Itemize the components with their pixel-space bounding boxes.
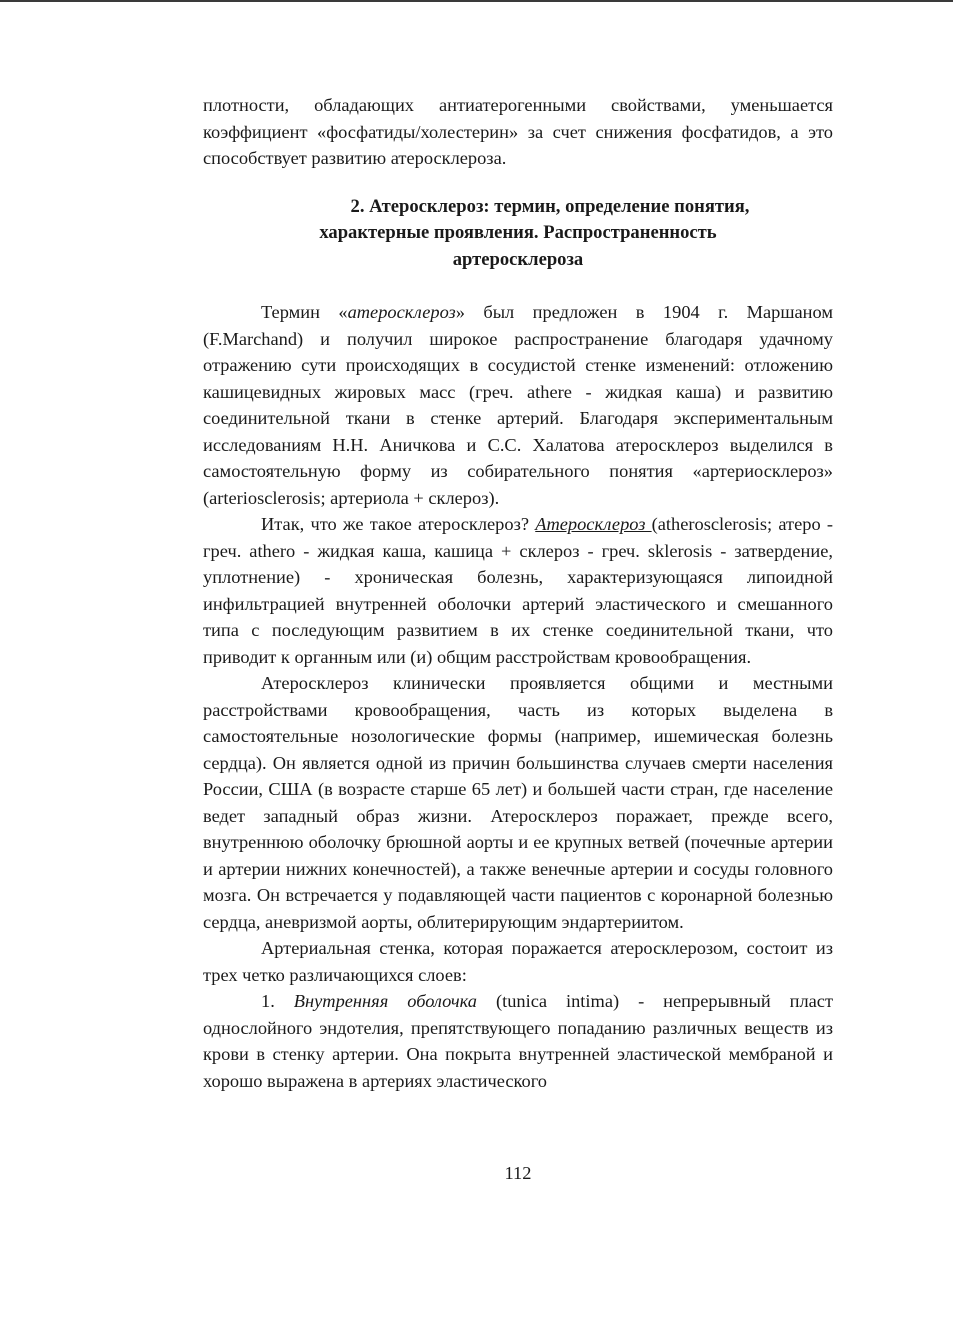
section-title-line-2: характерные проявления. Распространенность [319,222,717,243]
intro-paragraph: плотности, обладающих антиатерогенными свойствами, уменьшается коэффициент «фосфатиды/холестерин» за счет снижения фосфатидов, а это способствует развитию атеросклероза. [203,95,833,168]
paragraph-text: Итак, что же такое атеросклероз? [261,514,536,534]
term-underlined: Атеросклероз [535,514,652,534]
paragraph-text: (tunica intima) - непрерывный пласт однослойного эндотелия, препятствующего попаданию различных веществ из крови в стенку артерии. Она покрыта внутренней эластической мембраной и хорошо выражена в артериях эластического [203,991,834,1091]
paragraph-text: Термин « [261,302,348,322]
paragraph-clinical: Атеросклероз клинически проявляется общими и местными расстройствами кровообращения, часть из которых выделена в самостоятельные нозологические формы (например, ишемическая болезнь сердца). Он является одной из причин большинства случаев смерти населения России, США (в возрасте старше 65 лет) и большей части стран, где население ведет западный образ жизни. Атеросклероз поражает, прежде всего, внутреннюю оболочку брюшной аорты и ее крупных ветвей (почечные артерии и артерии нижних конечностей), а также венечные артерии и сосуды головного мозга. Он встречается у подавляющей части пациентов с коронарной болезнью сердца, аневризмой аорты, облитерирующим эндартериитом. [203,673,833,932]
paragraph-artery-wall: Артериальная стенка, которая поражается атеросклерозом, состоит из трех четко различающихся слоев: [203,938,833,985]
section-title [203,194,833,274]
paragraph-text: » был предложен в 1904 г. Маршаном (F.Marchand) и получил широкое распространение благодаря удачному отражению сути происходящих в сосудистой стенке изменений: отложению кашицевидных жировых масс (греч. athere - жидкая каша) и развитию соединительной ткани в стенке артерий. Благодаря экспериментальным исследованиям Н.Н. Аничкова и С.С. Халатова атеросклероз выделился в самостоятельную форму из собирательного понятия «артериосклероз» (arteriosclerosis; артериола + склероз). [203,302,833,508]
list-number: 1. [261,991,294,1011]
term-italic: Внутренняя оболочка [293,991,478,1011]
page-number: 112 [504,1163,532,1183]
term-italic: атеросклероз [347,302,456,322]
scan-top-edge [0,0,953,2]
section-title-line-1: 2. Атеросклероз: термин, определение понятия, [350,195,750,217]
paragraph-text: (atherosclerosis; атеро - греч. athero - жидкая каша, кашица + склероз - греч. sklerosis - затвердение, уплотнение) - хроническая болезнь, характеризующаяся липоидной инфильтрацией внутренней оболочки артерий эластического и смешанного типа с последующим развитием в их стенке соединительной ткани, что приводит к органным или (и) общим расстройствам кровообращения. [203,514,833,667]
paragraph-term-origin [203,299,833,511]
page-body [203,92,833,1094]
paragraph-definition [203,511,833,670]
paragraph-tunica-intima [203,988,833,1094]
section-title-line-3: артеросклероза [452,248,584,270]
